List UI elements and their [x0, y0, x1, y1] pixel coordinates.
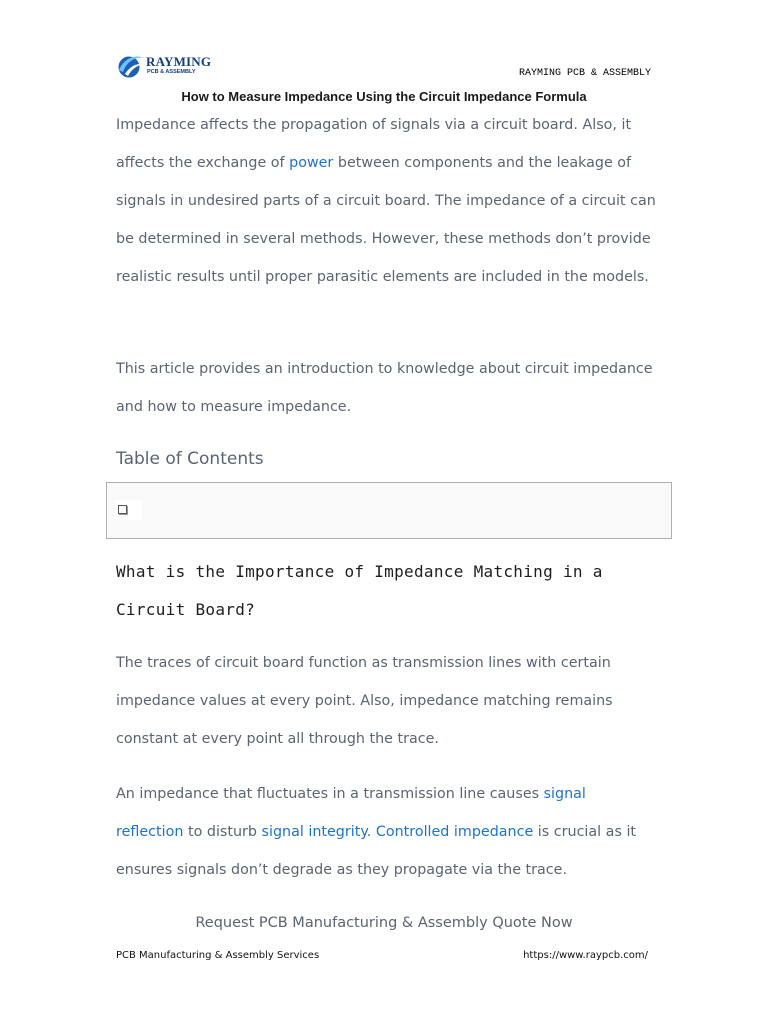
toc-toggle-button[interactable]	[115, 500, 142, 520]
section-text: .	[366, 824, 376, 840]
logo-tagline: PCB & ASSEMBLY	[147, 69, 196, 75]
rayming-logo	[116, 52, 216, 82]
toc-toggle-icon	[118, 505, 127, 514]
intro-paragraph-2: This article provides an introduction to knowledge about circuit impedance and how to measure impedance.	[116, 361, 653, 415]
intro-text-continued: between components and the leakage of signals in undesired parts of a circuit board. The impedance of a circuit can be determined in several methods. However, these methods don’t provide realistic results until proper parasitic elements are included in the models.	[116, 155, 656, 285]
footer-services: PCB Manufacturing & Assembly Services	[116, 950, 320, 961]
section-paragraph-1: The traces of circuit board function as transmission lines with certain impedance values at every point. Also, impedance matching remains constant at every point all through the trace.	[116, 655, 613, 747]
header-company-name: RAYMING PCB & ASSEMBLY	[518, 68, 651, 79]
quote-cta-link[interactable]: Request PCB Manufacturing & Assembly Quote Now	[195, 915, 573, 931]
section-paragraph-2	[116, 775, 656, 889]
logo-swoosh-icon	[116, 52, 146, 82]
section-text: is crucial as it ensures signals don’t degrade as they propagate via the trace.	[116, 824, 637, 878]
signal-reflection-link[interactable]: signal reflection	[116, 786, 586, 840]
section-text: An impedance that fluctuates in a transmission line causes	[116, 786, 544, 802]
section-heading: What is the Importance of Impedance Matching in a Circuit Board?	[116, 562, 603, 619]
intro-paragraph-1	[116, 106, 656, 296]
signal-integrity-link[interactable]: signal integrity	[261, 824, 367, 840]
section-text: to disturb	[183, 824, 262, 840]
controlled-impedance-link[interactable]: Controlled impedance	[375, 824, 534, 840]
document-title: How to Measure Impedance Using the Circuit Impedance Formula	[181, 89, 587, 104]
intro-text: Impedance affects the propagation of signals via a circuit board. Also, it affects the exchange of	[116, 117, 632, 171]
footer-url[interactable]: https://www.raypcb.com/	[523, 950, 648, 961]
toc-title: Table of Contents	[116, 449, 264, 469]
power-link[interactable]: power	[289, 155, 334, 171]
logo-wordmark: RAYMING	[146, 54, 212, 69]
table-of-contents	[106, 482, 672, 539]
